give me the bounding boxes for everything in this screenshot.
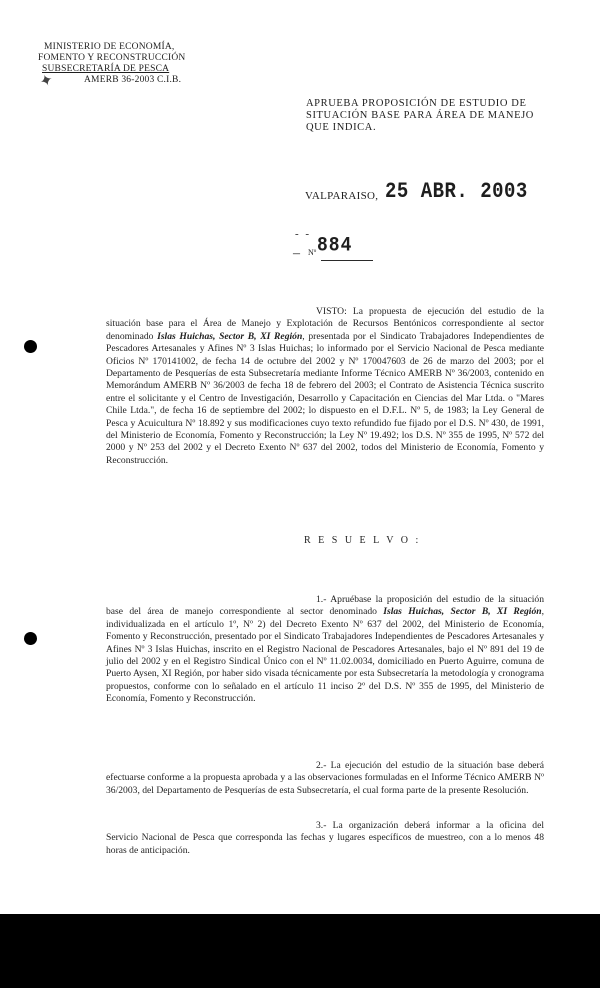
visto-paragraph [106, 306, 544, 467]
visto-keyword: VISTO: [316, 306, 347, 317]
resolution-number-block [283, 228, 383, 268]
resolution-article-3 [106, 820, 544, 857]
place-name: VALPARAISO, [305, 190, 379, 202]
area-name: Islas Huichas, Sector B, XI Región [157, 330, 303, 342]
resolution-number-label: Nº [308, 248, 317, 257]
resolution-article-2 [106, 760, 544, 797]
resuelvo-heading: R E S U E L V O : [304, 535, 421, 546]
visto-text: , presentada por el Sindicato Trabajadores Independientes de Pescadores Artesanales y Afines Nº 3 Islas Huichas; lo informado por el Servicio Nacional de Pesca mediante Oficios Nº 170141002, de fecha 14 de octubre del 2002 y Nº 170047603 de 26 de marzo del 2003; por el Departamento de Pesquerías de esta Subsecretaría mediante Informe Técnico AMERB Nº 36/2003, contenido en Memorándum AMERB Nº 36/2003 de fecha 18 de febrero del 2003; el Contrato de Asistencia Técnica suscrito entre el solicitante y el Centro de Investigación, Desarrollo y Capacitación en Ciencias del Mar Ltda. o "Mares Chile Ltda.", de fecha 16 de septiembre del 2002; lo dispuesto en el D.F.L. Nº 5, de 1983; la Ley General de Pesca y Acuicultura Nº 18.892 y sus modificaciones cuyo texto refundido fue fijado por el D.S. Nº 430, de 1991, del Ministerio de Economía, Fomento y Reconstrucción; la Ley Nº 19.492; los D.S. Nº 355 de 1995, Nº 572 del 2000 y Nº 253 del 2002 y el Decreto Exento Nº 637 del 2002, todos del Ministerio de Economía, Fomento y Reconstrucción. [106, 330, 544, 466]
punch-hole [24, 340, 37, 353]
ministry-header [34, 42, 214, 86]
area-name: Islas Huichas, Sector B, XI Región [383, 606, 542, 618]
article-number: 2.- [316, 760, 327, 771]
resolution-number-value: 884 [317, 234, 353, 258]
resolution-article-1 [106, 594, 544, 706]
ministry-name-line: FOMENTO Y RECONSTRUCCIÓN [38, 53, 186, 63]
article-text: , individualizada en el artículo 1º, Nº 2) del Decreto Exento Nº 637 del 2002, del Ministerio de Economía, Fomento y Reconstrucción, presentado por el Sindicato Trabajadores Independientes de Pescadores Artesanales y Afines Nº 3 Islas Huichas, inscrito en el Registro Nacional de Pescadores Artesanales, bajo el Nº 891 del 19 de julio del 2002 y en el Registro Sindical Único con el Nº 11.02.0034, domiciliado en Puerto Aguirre, comuna de Puerto Aysen, XI Región, por haber sido visada técnicamente por esta Subsecretaría la metodología y cronograma propuestos, conforme con lo señalado en el artículo 11 inciso 2º del D.S. Nº 355 de 1995, del Ministerio de Economía, Fomento y Reconstrucción. [106, 606, 545, 705]
undersecretariat-name: SUBSECRETARÍA DE PESCA [42, 64, 170, 74]
ministry-name-line: MINISTERIO DE ECONOMÍA, [44, 42, 175, 52]
handwritten-mark-icon: ✦ [37, 71, 56, 92]
number-underline [321, 260, 373, 261]
scan-border [0, 914, 600, 988]
article-text: La ejecución del estudio de la situación base deberá efectuarse conforme a la propuesta aprobada y a las observaciones formuladas en el Informe Técnico AMERB Nº 36/2003, del Departamento de Pesquerías de esta Subsecretaría, el cual forma parte de la presente Resolución. [106, 760, 544, 796]
visto-text: La propuesta de ejecución del estudio de la situación base para el Área de Manejo y Explotación de Recursos Bentónicos correspondiente al sector denominado [106, 306, 544, 342]
article-number: 3.- [316, 820, 327, 831]
article-text: Apruébase la proposición del estudio de la situación base del área de manejo correspondiente al sector denominado [106, 594, 544, 618]
article-text: La organización deberá informar a la oficina del Servicio Nacional de Pesca que corresponda las fechas y lugares específicos de muestreo, con a lo menos 48 horas de anticipación. [106, 820, 544, 856]
handwritten-dash: – [293, 246, 300, 261]
resolution-date: 25 ABR. 2003 [385, 178, 528, 204]
resolution-subject: APRUEBA PROPOSICIÓN DE ESTUDIO DE SITUACIÓN BASE PARA ÁREA DE MANEJO QUE INDICA. [306, 98, 534, 133]
punch-hole [24, 632, 37, 645]
article-number: 1.- [316, 594, 327, 605]
file-reference: AMERB 36-2003 C.I.B. [84, 75, 182, 85]
handwritten-dashes: - - [295, 228, 312, 240]
